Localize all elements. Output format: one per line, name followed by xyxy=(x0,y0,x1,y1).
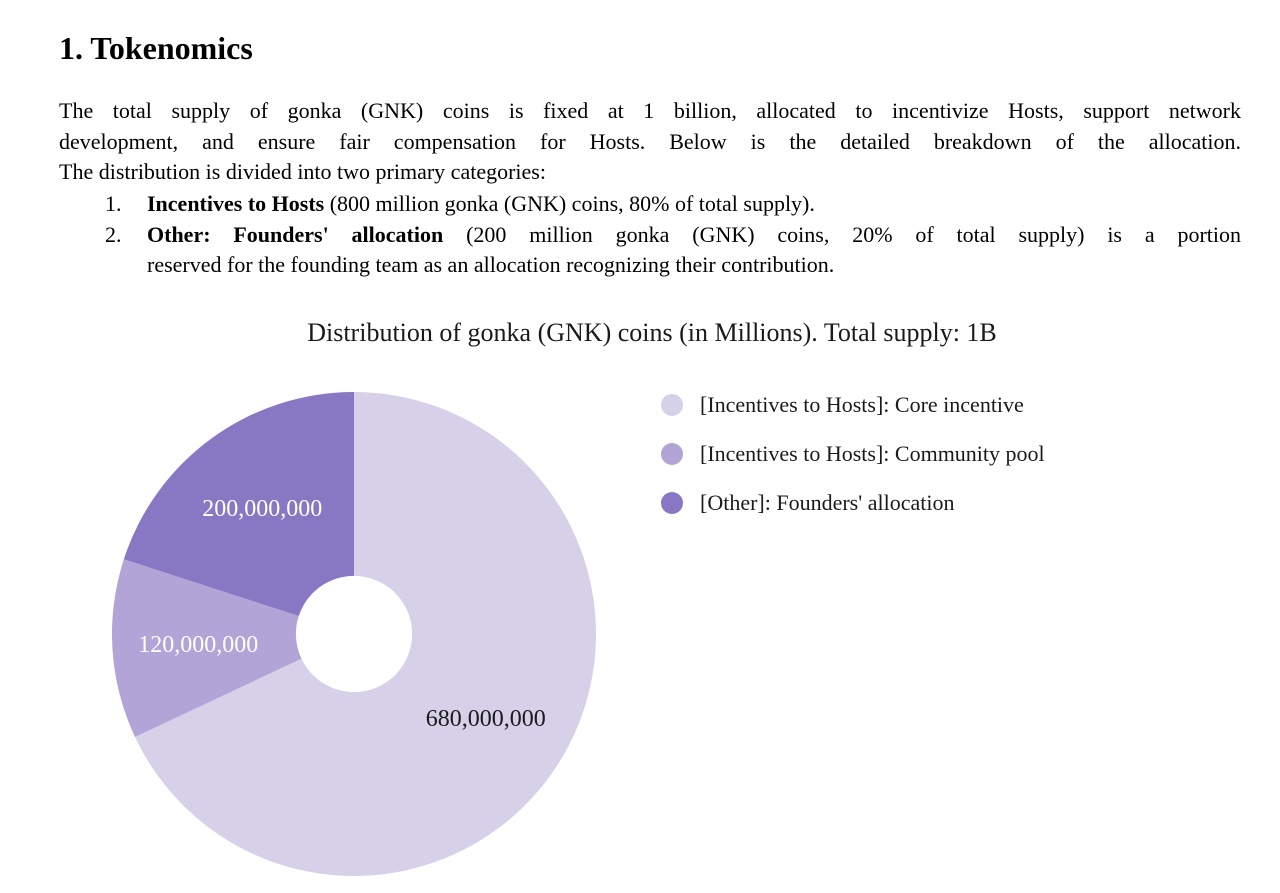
text-line xyxy=(59,127,1241,158)
list-item-number: 2. xyxy=(105,221,122,247)
text-segment: development, and ensure fair compensation for Hosts. Below is the detailed breakdown of the allocation. xyxy=(59,128,1241,154)
legend-item xyxy=(661,443,1045,465)
pie-slice-label: 120,000,000 xyxy=(138,632,259,659)
text-segment: (800 million gonka (GNK) coins, 80% of total supply). xyxy=(324,191,815,216)
text-line xyxy=(147,250,1241,281)
legend-swatch-icon xyxy=(661,394,683,416)
legend-item-label: [Incentives to Hosts]: Core incentive xyxy=(700,392,1024,417)
text-line xyxy=(59,157,1241,188)
text-segment: The total supply of gonka (GNK) coins is fixed at 1 billion, allocated to incentivize Hosts, support network xyxy=(59,98,1241,123)
legend-swatch-icon xyxy=(661,443,683,465)
list-item xyxy=(59,220,1241,281)
bold-text-segment: Other: Founders' allocation xyxy=(147,221,444,247)
legend-item-label: [Other]: Founders' allocation xyxy=(700,490,955,515)
list-item-number: 1. xyxy=(105,191,122,216)
intro-paragraph xyxy=(59,96,1241,188)
legend-item xyxy=(661,394,1045,416)
allocation-list xyxy=(59,189,1241,281)
section-heading: 1. Tokenomics xyxy=(59,30,253,66)
text-segment: (200 million gonka (GNK) coins, 20% of total supply) is a portion xyxy=(443,221,1241,247)
text-segment: The distribution is divided into two primary categories: xyxy=(59,159,546,185)
legend-item-label: [Incentives to Hosts]: Community pool xyxy=(700,441,1045,466)
chart-title: Distribution of gonka (GNK) coins (in Millions). Total supply: 1B xyxy=(307,318,997,347)
legend-item xyxy=(661,492,1045,514)
donut-chart xyxy=(98,378,610,890)
bold-text-segment: Incentives to Hosts xyxy=(147,191,325,216)
list-item xyxy=(59,189,1241,220)
text-line xyxy=(147,220,1241,251)
text-segment: reserved for the founding team as an allocation recognizing their contribution. xyxy=(147,252,835,278)
chart-legend xyxy=(661,394,1045,541)
text-line xyxy=(59,96,1241,127)
pie-slice-label: 200,000,000 xyxy=(202,496,323,523)
pie-slice-label: 680,000,000 xyxy=(425,706,546,733)
legend-swatch-icon xyxy=(661,492,683,514)
text-line xyxy=(147,189,1241,220)
